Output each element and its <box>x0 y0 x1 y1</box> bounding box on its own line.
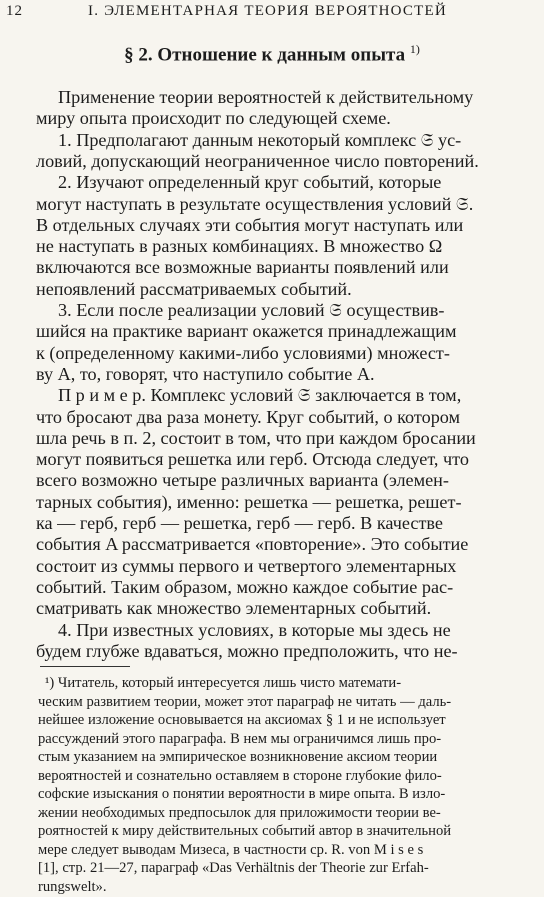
body-line: состоит из суммы первого и четвертого элементарных <box>36 555 457 576</box>
footnote-line: роятностей к миру действительных событий автор в значительной <box>38 823 452 839</box>
footnote-divider <box>40 666 130 667</box>
body-line: включаются все возможные варианты появлений или <box>36 257 449 278</box>
body-line: 2. Изучают определенный круг событий, которые <box>58 172 442 193</box>
footnote-line: нейшее изложение основывается на аксиомах § 1 и не использует <box>38 712 446 728</box>
footnote-line: ческим развитием теории, может этот параграф не читать — даль- <box>38 693 452 710</box>
section-title-text: § 2. Отношение к данным опыта <box>124 44 406 66</box>
footnote-line: рассуждений этого параграфа. В нем мы ограничимся лишь про- <box>38 730 442 747</box>
body-line: могут наступать в результате осуществления условий 𝔖. <box>36 193 474 214</box>
section-footnote-mark: 1) <box>409 42 420 56</box>
footnote-line: стым указанием на эмпирическое возникновение аксиом теории <box>38 749 438 765</box>
body-line: 1. Предполагают данным некоторый комплекс 𝔖 ус- <box>58 129 462 150</box>
body-line: В отдельных случаях эти события могут наступать или <box>36 214 464 235</box>
body-line: могут появиться решетка или герб. Отсюда следует, что <box>36 449 469 470</box>
body-line: что бросают два раза монету. Круг событий, о котором <box>36 406 461 427</box>
body-line: сматривать как множество элементарных событий. <box>36 598 432 619</box>
footnote-line: софские изыскания о понятии вероятности в мире опыта. В изло- <box>38 786 446 802</box>
body-line: непоявлений рассматриваемых событий. <box>36 278 352 299</box>
body-line: событий. Таким образом, можно каждое событие рас- <box>36 576 454 597</box>
footnote-line: мере следует выводам Мизеса, в частности ср. R. von M i s e s <box>38 841 424 858</box>
body-line: миру опыта происходит по следующей схеме. <box>36 108 391 129</box>
body-line: шла речь в п. 2, состоит в том, что при каждом бросании <box>36 427 476 448</box>
footnote-line: rungswelt». <box>38 878 107 895</box>
body-line: шийся на практике вариант окажется принадлежащим <box>36 321 457 342</box>
body-line: П р и м е р. Комплекс условий 𝔖 заключается в том, <box>58 385 462 406</box>
body-line: тарных события), именно: решетка — решетка, решет- <box>36 491 462 512</box>
footnote-line: жении необходимых предпосылок для приложимости теории ве- <box>38 804 441 821</box>
footnote-line: ¹) Читатель, который интересуется лишь чисто математи- <box>45 675 402 691</box>
body-line: ву A, то, говорят, что наступило событие A. <box>36 363 375 384</box>
running-title: I. ЭЛЕМЕНТАРНАЯ ТЕОРИЯ ВЕРОЯТНОСТЕЙ <box>88 3 447 19</box>
footnote-line: [1], стр. 21—27, параграф «Das Verhältnis der Theorie zur Erfah- <box>38 860 429 876</box>
section-title <box>0 42 544 66</box>
body-line: будем глубже вдаваться, можно предположить, что не- <box>36 640 458 661</box>
body-line: 4. При известных условиях, в которые мы здесь не <box>58 619 451 640</box>
body-line: не наступать в разных комбинациях. В множество Ω <box>36 236 443 257</box>
running-header <box>0 0 544 22</box>
body-line: всего возможно четыре различных варианта (элемен- <box>36 470 449 491</box>
footnote-line: вероятностей и сознательно оставляем в стороне глубокие фило- <box>38 767 442 784</box>
body-line: ка — герб, герб — решетка, герб — герб. В качестве <box>36 513 443 533</box>
body-line: к (определенному какими-либо условиями) множест- <box>36 342 450 363</box>
body-line: 3. Если после реализации условий 𝔖 осуществив- <box>58 300 445 320</box>
body-line: Применение теории вероятностей к действительному <box>58 87 474 107</box>
body-line: события A рассматривается «повторение». Это событие <box>36 534 469 555</box>
page-number: 12 <box>6 3 23 19</box>
body-line: ловий, допускающий неограниченное число повторений. <box>36 150 479 171</box>
